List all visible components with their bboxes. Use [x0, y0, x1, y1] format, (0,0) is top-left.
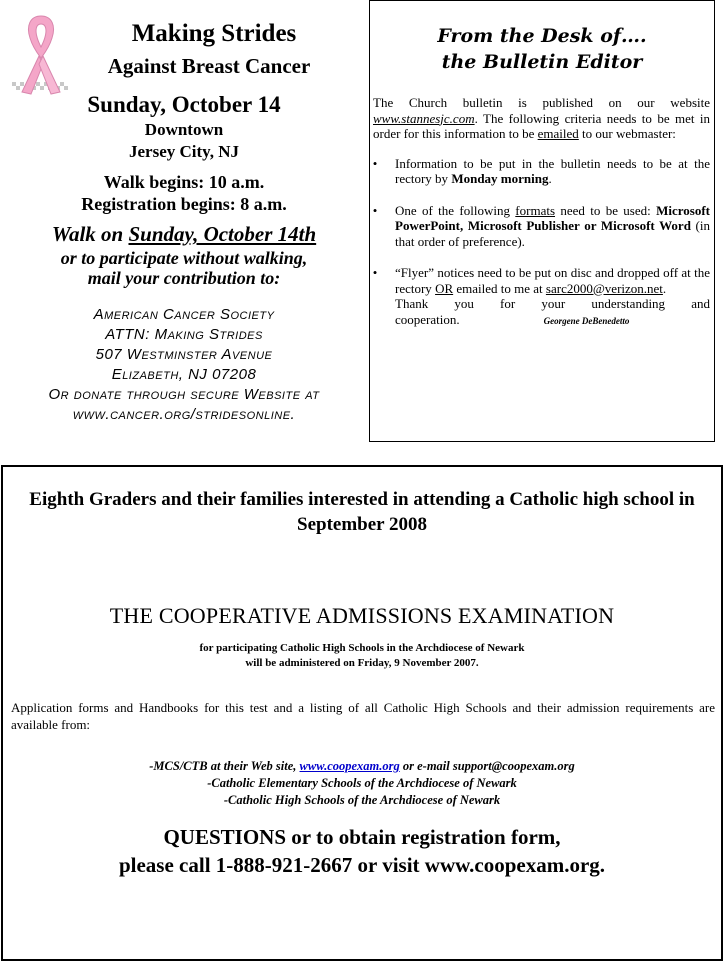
bullet-text: Information to be put in the bulletin needs to be at the rectory by	[395, 155, 710, 186]
application-text: Application forms and Handbooks for this test and a listing of all Catholic High Schools and their admission requirements are available from:	[11, 700, 715, 732]
bullet-icon: •	[372, 265, 378, 280]
strides-subtitle: Against Breast Cancer	[107, 54, 311, 78]
walk-begins: Walk begins: 10 a.m.	[103, 172, 265, 192]
desk-heading	[370, 23, 714, 75]
desk-heading-line1: From the Desk of….	[437, 25, 647, 47]
intro-text: to our webmaster:	[578, 126, 676, 141]
address-line: 507 Westminster Avenue	[95, 346, 273, 363]
administered-text: will be administered on Friday, 9 November 2007.	[245, 657, 479, 669]
formats-word: formats	[515, 202, 556, 218]
exam-title: THE COOPERATIVE ADMISSIONS EXAMINATION	[109, 603, 615, 628]
walk-on-prefix: Walk on	[51, 222, 129, 246]
desk-heading-line2: the Bulletin Editor	[441, 51, 643, 73]
event-date: Sunday, October 14	[87, 92, 281, 117]
intro-text: The Church bulletin is published on our website	[373, 95, 710, 110]
questions-line1: QUESTIONS or to obtain registration form,	[163, 825, 561, 849]
participating-text: for participating Catholic High Schools in the Archdiocese of Newark	[199, 642, 525, 654]
strides-title: Making Strides	[131, 20, 297, 47]
bulletin-editor-box	[369, 0, 715, 442]
making-strides-section	[8, 8, 360, 448]
source-text: -MCS/CTB at their Web site,	[149, 759, 300, 773]
coopexam-link[interactable]: www.coopexam.org	[299, 759, 400, 773]
intro-text: . The following criteria needs to be met in order for this information to be	[373, 110, 710, 141]
source-line: -Catholic High Schools of the Archdiocese of Newark	[223, 793, 501, 807]
source-line: -Catholic Elementary Schools of the Archdiocese of Newark	[207, 776, 517, 790]
participate-line1: or to participate without walking,	[60, 248, 308, 268]
donate-url: www.cancer.org/stridesonline.	[72, 406, 296, 423]
deadline-text: Monday morning	[451, 171, 549, 186]
bullet-text: .	[548, 171, 552, 186]
desk-intro	[373, 95, 710, 142]
or-word: OR	[435, 280, 454, 296]
bullet-icon: •	[372, 155, 378, 171]
signature: Georgene DeBenedetto	[543, 315, 630, 326]
address-line: American Cancer Society	[93, 306, 275, 323]
participate-line2: mail your contribution to:	[87, 268, 281, 288]
address-line: ATTN: Making Strides	[105, 326, 263, 343]
list-item	[372, 265, 710, 329]
list-item	[372, 155, 710, 187]
eighth-graders-heading: Eighth Graders and their families interested in attending a Catholic high school in September 2008	[29, 489, 695, 535]
email-link[interactable]: sarc2000@verizon.net	[545, 280, 663, 296]
bullet-text: emailed to me at	[453, 280, 546, 296]
emailed-word: emailed	[537, 126, 579, 141]
event-location-line2: Jersey City, NJ	[128, 142, 239, 161]
walk-on-date: Sunday, October 14th	[128, 222, 317, 246]
bullet-text: need to be used:	[555, 202, 657, 218]
criteria-list	[370, 156, 710, 330]
website-link[interactable]: www.stannesjc.com	[373, 110, 475, 126]
bullet-text: One of the following	[395, 202, 516, 218]
bullet-icon: •	[372, 202, 378, 218]
coop-exam-section	[1, 465, 723, 961]
event-location-line1: Downtown	[144, 120, 224, 139]
thanks-text: Thank you for your understanding and cooperation.	[395, 296, 710, 327]
bullet-text: “Flyer” notices need to be put on disc and dropped off at the rectory	[395, 265, 710, 296]
source-text: or e-mail support@coopexam.org	[399, 759, 575, 773]
walk-on-line	[8, 222, 360, 247]
address-line: Elizabeth, NJ 07208	[111, 366, 257, 383]
bullet-text: .	[662, 280, 667, 296]
list-item	[372, 202, 710, 250]
questions-line2: please call 1-888-921-2667 or visit www.coopexam.org.	[118, 853, 606, 877]
source-line	[3, 759, 721, 774]
bullet-text: (in that order of preference).	[395, 218, 710, 249]
formats-list: Microsoft PowerPoint, Microsoft Publisher or Microsoft Word	[395, 202, 710, 233]
donate-line: Or donate through secure Website at	[48, 386, 320, 403]
registration-begins: Registration begins: 8 a.m.	[81, 194, 287, 214]
